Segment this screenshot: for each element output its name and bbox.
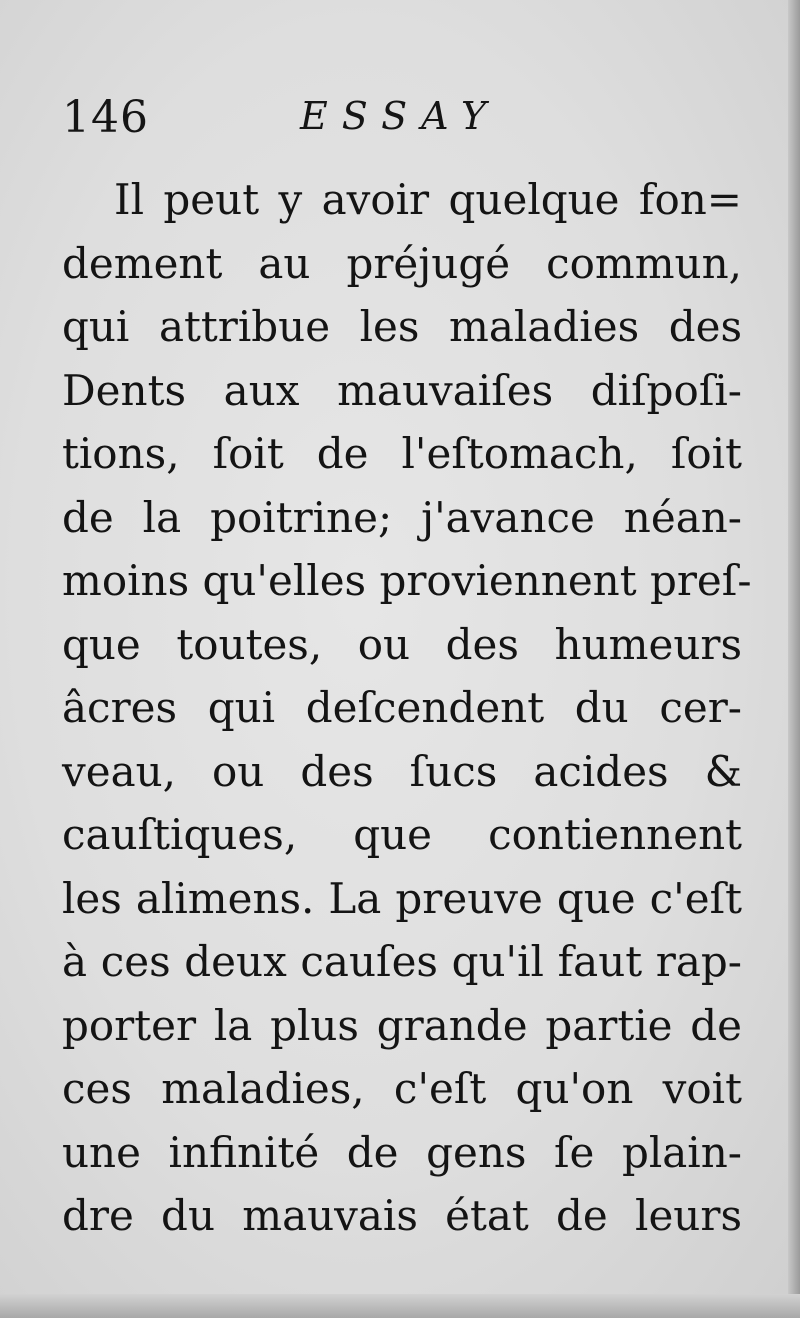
- text-line: à ces deux cauſes qu'il faut rap-: [62, 937, 742, 986]
- text-line: Il peut y avoir quelque fon=: [114, 175, 742, 224]
- body-text: [62, 168, 752, 1248]
- text-line: moins qu'elles proviennent preſ-: [62, 556, 752, 605]
- running-head: ESSAY: [300, 94, 501, 138]
- page-header: [62, 92, 742, 152]
- text-line: les alimens. La preuve que c'eſt: [62, 873, 742, 923]
- text-line: ces maladies, c'eſt qu'on voit: [62, 1064, 742, 1113]
- text-line: cauſtiques, que contiennent: [62, 810, 742, 859]
- text-line: une infinité de gens ſe plain-: [62, 1127, 742, 1177]
- text-line: âcres qui deſcendent du cer-: [62, 683, 742, 732]
- text-line: tions, ſoit de l'eſtomach, ſoit: [62, 429, 742, 478]
- page-edge-bottom: [0, 1294, 800, 1318]
- text-line: veau, ou des ſucs acides &: [62, 746, 742, 796]
- text-line: Dents aux mauvaiſes diſpoſi-: [62, 365, 742, 415]
- text-line: que toutes, ou des humeurs: [62, 619, 742, 669]
- text-line: qui attribue les maladies des: [62, 302, 742, 351]
- page-number: 146: [62, 92, 149, 143]
- text-line: dre du mauvais état de leurs: [62, 1191, 742, 1240]
- text-line: de la poitrine; j'avance néan-: [62, 492, 742, 542]
- text-line: porter la plus grande partie de: [62, 1000, 742, 1050]
- page-edge-right: [788, 0, 800, 1318]
- text-line: dement au préjugé commun,: [62, 238, 742, 288]
